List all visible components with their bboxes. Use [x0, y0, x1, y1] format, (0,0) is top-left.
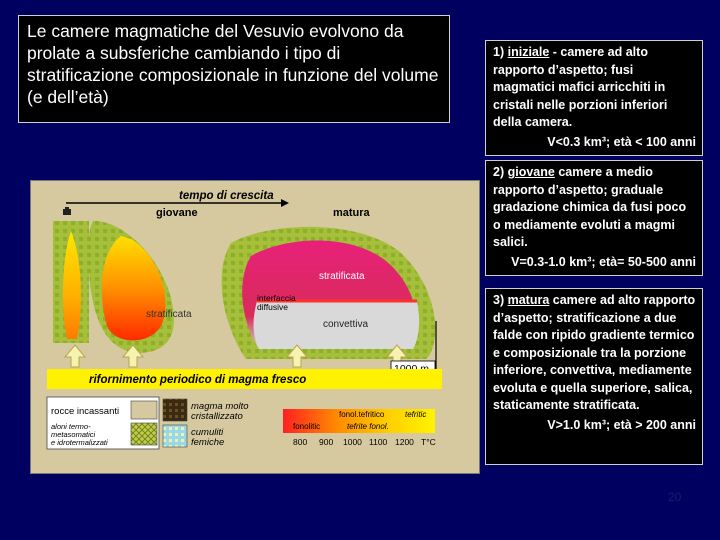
supply-label: rifornimento periodico di magma fresco — [89, 374, 307, 386]
stage-iniziale-box — [485, 40, 703, 156]
magma-chamber-diagram — [30, 180, 480, 474]
stage-stats: V=0.3-1.0 km³; età= 50-500 anni — [511, 254, 696, 269]
legend-rocce-swatch — [131, 401, 157, 419]
temp-tick: 900 — [319, 437, 334, 447]
label-convettiva: convettiva — [323, 319, 369, 330]
stage-number: 1) — [493, 45, 505, 59]
legend-rocce: rocce incassanti — [51, 406, 120, 417]
temp-tick: 1200 — [395, 437, 414, 447]
label-interfaccia: interfaccia diffusive — [257, 293, 296, 312]
building-icon — [63, 207, 71, 215]
legend-aloni-swatch — [131, 423, 157, 445]
stage-stats: V<0.3 km³; età < 100 anni — [547, 134, 696, 149]
slide-title: Le camere magmatiche del Vesuvio evolvono da prolate a subsferiche cambiando i tipo di stratificazione composizionale in funzione del volume (e dell’età) — [18, 15, 450, 123]
stage-description: camere a medio rapporto d’aspetto; graduale gradazione chimica da fusi poco o mediamente evoluti a magmi salici. — [493, 165, 687, 249]
stage-term: matura — [507, 293, 550, 307]
label-stratificata-left: stratificata — [146, 309, 192, 320]
label-matura: matura — [333, 207, 370, 219]
label-giovane: giovane — [156, 207, 198, 219]
time-label: tempo di crescita — [179, 190, 274, 202]
young-chamber — [102, 236, 166, 340]
time-arrow-head — [281, 199, 289, 207]
legend-aloni: aloni termo-metasomatici e idrotermalizzati — [51, 422, 108, 447]
stage-number: 3) — [493, 293, 505, 307]
stage-description: camere ad alto rapporto d’aspetto; stratificazione a due falde con ripido gradiente termico e composizionale tra la porzione inferiore, convettiva, mediamente evoluta e quella superiore, salica, staticamente stratificata. — [493, 293, 696, 412]
feeder-arrow-1 — [65, 345, 85, 367]
stage-term: giovane — [507, 165, 555, 179]
temp-tefritic: tefritic — [405, 410, 427, 419]
temp-fonol-tefritic: fonol.tefritico — [339, 410, 385, 419]
temp-tefrite-fonol: tefrite fonol. — [347, 422, 389, 431]
stage-number: 2) — [493, 165, 505, 179]
temp-tick: 800 — [293, 437, 308, 447]
legend-magma: magma molto cristallizzato — [191, 401, 249, 422]
stage-term: iniziale — [507, 45, 550, 59]
legend-cumuliti: cumuliti femiche — [191, 427, 225, 448]
temp-tick: T°C — [421, 437, 436, 447]
stage-stats: V>1.0 km³; età > 200 anni — [547, 417, 696, 432]
page-number: 20 — [668, 490, 682, 504]
legend-cumuliti-swatch — [163, 425, 187, 447]
temp-fonolitic: fonolitic — [293, 422, 321, 431]
temp-tick: 1100 — [369, 437, 388, 447]
legend-magma-swatch — [163, 399, 187, 421]
stage-matura-box — [485, 288, 703, 465]
temp-tick: 1000 — [343, 437, 362, 447]
stage-giovane-box — [485, 160, 703, 276]
stage-separator: - — [549, 45, 561, 59]
stage-description: camere ad alto rapporto d’aspetto; fusi magmatici mafici arricchiti in cristali nelle porzioni inferiori della camera. — [493, 45, 668, 129]
label-stratificata-right: stratificata — [319, 271, 365, 282]
